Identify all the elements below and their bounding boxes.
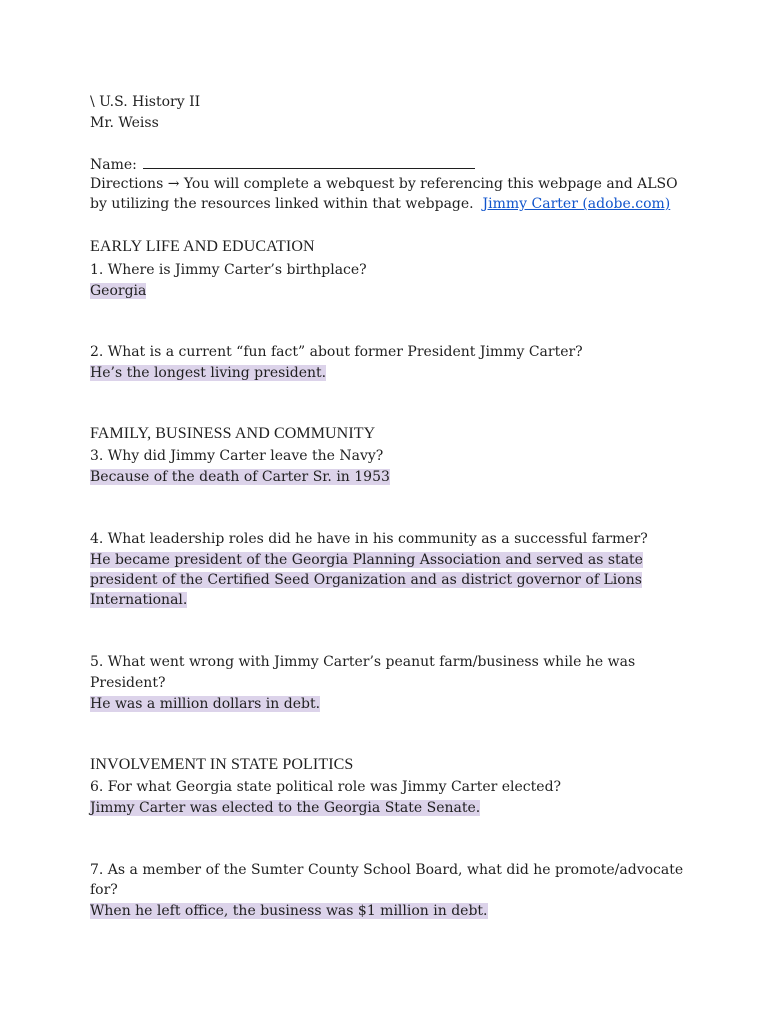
question-6: 6. For what Georgia state political role was Jimmy Carter elected? [90,779,562,795]
answer-7: When he left office, the business was $1 million in debt. [90,903,488,919]
answer-4-line-3: International. [90,592,188,608]
question-4: 4. What leadership roles did he have in his community as a successful farmer? [90,531,648,547]
question-5-line-2: President? [90,675,166,691]
teacher-name: Mr. Weiss [90,115,159,131]
question-2: 2. What is a current “fun fact” about former President Jimmy Carter? [90,344,583,360]
answer-3: Because of the death of Carter Sr. in 1953 [90,469,390,485]
answer-2: He’s the longest living president. [90,365,327,381]
question-7-line-2: for? [90,882,118,898]
answer-4-line-2: president of the Certified Seed Organization and as district governor of Lions [90,572,642,588]
answer-4-line-1: He became president of the Georgia Planning Association and served as state [90,552,643,568]
section-heading-early-life: EARLY LIFE AND EDUCATION [90,238,315,255]
directions-text: Directions → You will complete a webquest by referencing this webpage and ALSO by utilizing the resources linked within that webpage. [90,176,678,212]
name-blank-line[interactable] [143,154,475,169]
answer-5: He was a million dollars in debt. [90,696,321,712]
question-1: 1. Where is Jimmy Carter’s birthplace? [90,262,367,278]
name-label: Name: [90,157,137,173]
directions [90,174,680,214]
question-7-line-1: 7. As a member of the Sumter County School Board, what did he promote/advocate [90,862,684,878]
jimmy-carter-link[interactable]: Jimmy Carter (adobe.com) [482,196,671,212]
section-heading-family-business: FAMILY, BUSINESS AND COMMUNITY [90,425,376,442]
name-field[interactable] [90,154,475,175]
course-title: \ U.S. History II [90,94,201,110]
question-5-line-1: 5. What went wrong with Jimmy Carter’s peanut farm/business while he was [90,654,636,670]
answer-6: Jimmy Carter was elected to the Georgia State Senate. [90,800,481,816]
section-heading-state-politics: INVOLVEMENT IN STATE POLITICS [90,756,354,773]
question-3: 3. Why did Jimmy Carter leave the Navy? [90,448,384,464]
answer-1: Georgia [90,283,147,299]
